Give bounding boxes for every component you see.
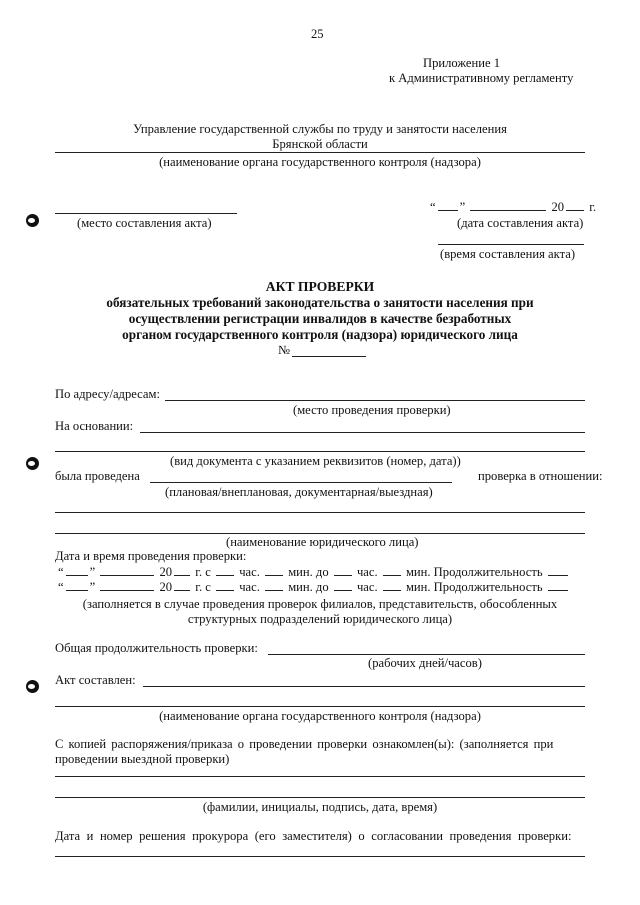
time-field[interactable] <box>438 244 584 245</box>
date-field[interactable] <box>430 199 596 215</box>
time-caption: (время составления акта) <box>440 247 576 261</box>
authority-underline <box>55 152 585 153</box>
month-blank[interactable] <box>470 199 546 211</box>
total-duration-caption: (рабочих дней/часов) <box>368 656 482 670</box>
conducted-caption: (плановая/внеплановая, документарная/выездная) <box>165 485 433 499</box>
copy-text-2: проведении выездной проверки) <box>55 752 230 766</box>
act-made-caption: (наименование органа государственного контроля (надзора) <box>159 709 481 723</box>
place-field[interactable] <box>55 213 237 214</box>
punch-hole-icon <box>26 214 39 227</box>
authority-name-2: Брянской области <box>272 137 368 151</box>
entity-caption: (наименование юридического лица) <box>226 535 419 549</box>
basis-field[interactable] <box>140 432 585 433</box>
datetime-label: Дата и время проведения проверки: <box>55 549 247 563</box>
date-caption: (дата составления акта) <box>457 216 584 230</box>
copy-field-1[interactable] <box>55 776 585 777</box>
appendix-line-2: к Административному регламенту <box>389 71 574 85</box>
quote-open: “ <box>430 200 436 214</box>
conducted-label: была проведена <box>55 469 140 483</box>
punch-hole-icon <box>26 680 39 693</box>
act-number-field[interactable] <box>292 356 366 357</box>
quote-close: ” <box>459 200 466 214</box>
address-caption: (место проведения проверки) <box>293 403 451 417</box>
punch-hole-icon <box>26 457 39 470</box>
prosecutor-text: Дата и номер решения прокурора (его заместителя) о согласовании проведения проверки: <box>55 829 572 843</box>
act-number-label: № <box>278 343 291 357</box>
act-made-field-2[interactable] <box>55 706 585 707</box>
act-made-field[interactable] <box>143 686 585 687</box>
page-number: 25 <box>311 27 324 41</box>
copy-field-2[interactable] <box>55 797 585 798</box>
branches-note-2: структурных подразделений юридического лица) <box>187 612 453 626</box>
datetime-row-2[interactable]: “ ” 20 г. с час. мин. до час. мин. Продолжительность <box>58 579 570 595</box>
address-label: По адресу/адресам: <box>55 387 160 401</box>
entity-field-2[interactable] <box>55 533 585 534</box>
total-duration-label: Общая продолжительность проверки: <box>55 641 258 655</box>
entity-field-1[interactable] <box>55 512 585 513</box>
act-title: АКТ ПРОВЕРКИ <box>265 279 375 294</box>
prosecutor-field[interactable] <box>55 856 585 857</box>
basis-field-2[interactable] <box>55 451 585 452</box>
total-duration-field[interactable] <box>268 654 585 655</box>
year-suffix: г. <box>589 200 597 214</box>
authority-name-1: Управление государственной службы по труду и занятости населения <box>133 122 507 136</box>
copy-text-1: С копией распоряжения/приказа о проведении проверки ознакомлен(ы): (заполняется при <box>55 737 554 751</box>
year-prefix: 20 <box>551 200 565 214</box>
basis-caption: (вид документа с указанием реквизитов (номер, дата)) <box>170 454 461 468</box>
basis-label: На основании: <box>55 419 134 433</box>
day-blank[interactable] <box>438 199 458 211</box>
datetime-row-1[interactable]: “ ” 20 г. с час. мин. до час. мин. Продолжительность <box>58 564 570 580</box>
authority-caption: (наименование органа государственного контроля (надзора) <box>159 155 481 169</box>
branches-note-1: (заполняется в случае проведения проверок филиалов, представительств, обособленных <box>82 597 558 611</box>
place-caption: (место составления акта) <box>77 216 212 230</box>
act-subtitle-1: обязательных требований законодательства о занятости населения при <box>106 295 534 310</box>
act-subtitle-2: осуществлении регистрации инвалидов в качестве безработных <box>128 311 512 326</box>
act-subtitle-3: органом государственного контроля (надзора) юридического лица <box>122 327 518 342</box>
address-field[interactable] <box>165 400 585 401</box>
conducted-field[interactable] <box>150 482 452 483</box>
year-blank[interactable] <box>566 199 584 211</box>
appendix-line-1: Приложение 1 <box>423 56 501 70</box>
conducted-right-label: проверка в отношении: <box>478 469 603 483</box>
act-made-label: Акт составлен: <box>55 673 136 687</box>
signatures-caption: (фамилии, инициалы, подпись, дата, время) <box>202 800 438 814</box>
